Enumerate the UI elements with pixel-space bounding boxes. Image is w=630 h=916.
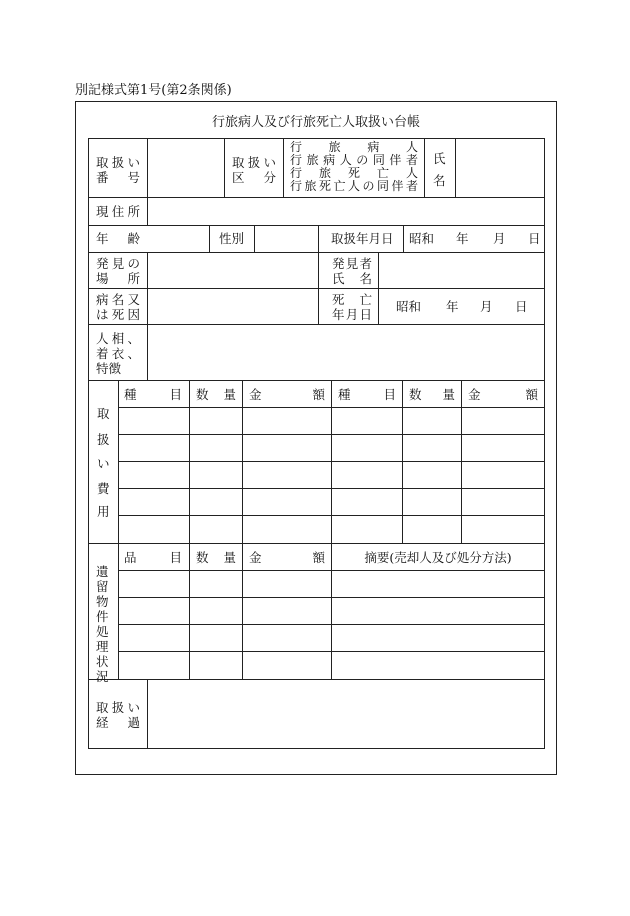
expenses-side-label-3: い [97,456,110,471]
death-date-label: 死亡 [332,292,372,307]
expenses-side-label-4: 費 [97,481,110,496]
disease-label: 病名又 [96,292,140,307]
discovery-place-label: 発見の [96,256,140,271]
disease-label-2: は死因 [96,307,140,322]
finder-label: 発見者 [332,256,372,271]
age-label: 年齢 [96,231,140,246]
category-option-1: 行旅病人 [290,140,418,154]
expense-header-amount-2: 金額 [468,387,538,402]
number-label: 取扱い [96,155,140,170]
belongings-remarks-header: 摘要(売却人及び処分方法) [364,550,512,565]
handling-date-era: 昭和 [409,231,435,246]
form-table [88,138,545,749]
death-date-era: 昭和 [396,299,422,314]
category-option-3: 行旅死亡人 [290,166,418,180]
appearance-label-3: 特徴 [96,361,122,376]
death-date-day: 日 [515,299,528,314]
expense-header-qty: 数量 [196,387,236,402]
history-label-2: 経過 [96,715,140,730]
name-label: 氏 [433,151,446,166]
expenses-side-label-5: 用 [97,504,110,519]
handling-date-year: 年 [456,231,469,246]
appearance-label: 人相、 [96,331,140,346]
death-date-year: 年 [446,299,459,314]
belongings-header-qty: 数量 [196,550,236,565]
handling-date-month: 月 [493,231,506,246]
category-label: 取扱い [232,155,276,170]
appearance-label-2: 着衣、 [96,346,140,361]
expense-header-amount: 金額 [249,387,325,402]
belongings-header-amount: 金額 [249,550,325,565]
name-label-2: 名 [433,173,446,188]
category-option-4: 行旅死亡人の同伴者 [290,179,418,193]
handling-date-day: 日 [528,231,541,246]
expense-header-qty-2: 数量 [409,387,455,402]
death-date-month: 月 [480,299,493,314]
death-date-label-2: 年月日 [332,307,372,322]
discovery-place-label-2: 場所 [96,271,140,286]
handling-date-label: 取扱年月日 [331,231,394,246]
history-label: 取扱い [96,700,140,715]
finder-label-2: 氏名 [332,271,372,286]
belongings-side-label: 遺留物件処理状況 [96,564,109,684]
expense-header-item-2: 種目 [338,387,396,402]
form-title: 行旅病人及び行旅死亡人取扱い台帳 [211,115,420,130]
address-label: 現住所 [96,204,140,219]
sex-label: 性別 [219,231,245,246]
expenses-side-label-2: 扱 [97,432,110,447]
category-option-2: 行旅病人の同伴者 [290,153,418,167]
category-label-2: 区分 [232,170,276,185]
number-label-2: 番号 [96,170,140,185]
expenses-side-label: 取 [97,406,110,421]
belongings-header-item: 品目 [124,550,182,565]
form-label: 別記様式第1号(第2条関係) [75,83,232,98]
expense-header-item: 種目 [124,387,182,402]
